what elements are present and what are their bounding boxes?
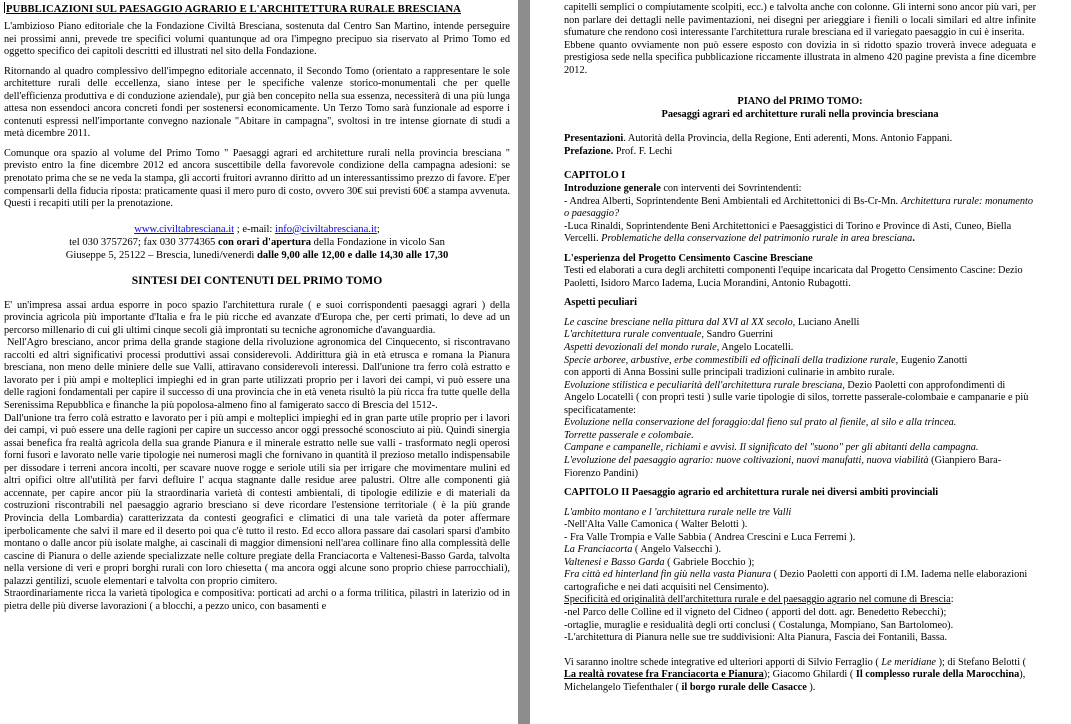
presentazioni-line	[564, 133, 1036, 146]
contact-block: www.civiltabresciana.it ; e-mail: info@civiltabresciana.it; tel 030 3757267; fax 030 3774365 con orari d'apertura della Fondazione in vicolo San Giuseppe 5, 25122 – Brescia, lunedì/venerdì dalle 9,00 alle 12,00 e dalle 14,30 alle 17,30	[65, 223, 449, 261]
chapter-1-intro	[564, 183, 1036, 196]
right-page-content	[564, 2, 1036, 694]
hours-and: e	[347, 249, 353, 261]
intro-paragraph-1: L'ambizioso Piano editoriale che la Fondazione Civiltà Bresciana, sostenuta dal Centro San Martino, intende perseguire nei prossimi anni, prevede tre specifici volumi quantunque ad ora l'impegno precipuo sia riservato al Primo Tomo ed oggetto specifico dei capitoli descritti ed illustrati nel sito della Fondazione.	[4, 21, 510, 58]
presentazioni-label: Presentazioni	[564, 133, 624, 145]
body-paragraph-2: Nell'Agro bresciano, ancor prima della grande stagione della rivoluzione agronomica del Cinquecento, si riscontravano raccolti ed altri significativi processi produttivi assai considerevoli. Addirittura già in età etrusca e romana la Pianura bresciana, non meno delle miniere delle sue Valli, attiravano considerevoli interessi. Dall'unione tra ferro colà estratto e lavorato per i più ampi e molteplici impieghi ed in gran parte utilizzati proprio per i lavori dei campi, vi può essere una delle ragioni fondamentali per capire il successo di una provincia che in età veneta risultò la più ricca fra tutte quelle della Serenissima Repubblica e finanche la più popolosa-almeno fino al famigerato sacco di Brescia del 1512-.	[4, 337, 510, 412]
chapter-1-intro-label: Introduzione generale	[564, 183, 661, 195]
aspetti-list	[564, 317, 1036, 480]
presentazioni-text: . Autorità della Provincia, della Regione, Enti aderenti, Mons. Antonio Fappani.	[623, 133, 953, 145]
prefazione-label: Prefazione.	[564, 145, 614, 157]
body-paragraph-1: E' un'impresa assai ardua esporre in poco spazio l'architettura rurale ( e suoi corrispondenti paesaggi agrari ) della provincia agricola più importante d'Italia e fra le più ricche ed avanzate d'Europa che, per certi primati, lo deve ad un percorso millenario di cui gli ultimi cinque secoli già improntati su tecniche agronomiche d'avanguardia.	[4, 299, 510, 336]
hours-afternoon: dalle 14,30 alle 17,30	[354, 249, 449, 261]
page-gutter	[518, 0, 530, 724]
chapter-1-line-1	[564, 196, 1036, 221]
address: Giuseppe 5, 25122 – Brescia,	[65, 249, 191, 261]
prefazione-line	[564, 146, 1036, 159]
phone-fax: tel 030 3757267; fax 030 3774365	[69, 236, 216, 248]
chapter-1-line-2-text: -Luca Rinaldi, Soprintendente Beni Architettonici e Paesaggistici di Torino e Province di Asti, Cuneo, Biella Vercelli.	[564, 220, 1012, 245]
chapter-2-item: -L'architettura di Pianura nelle sue tre suddivisioni: Alta Pianura, Fascia dei Fontanili, Bassa.	[564, 632, 948, 644]
aspetti-item: con apporti di Anna Bossini sulle principali tradizioni culinarie in ambito rurale.	[564, 367, 895, 379]
prefazione-text: Prof. F. Lechi	[615, 145, 673, 157]
website-link[interactable]: www.civiltabresciana.it	[134, 223, 235, 235]
hours-label: con orari d'apertura	[218, 236, 311, 248]
aspetti-item: Aspetti devozionali del mondo rurale, Angelo Locatelli.	[564, 342, 794, 354]
left-document-page	[0, 0, 518, 724]
chapter-2-item: -nel Parco delle Colline ed il vigneto del Cidneo ( apporti del dott. agr. Benedetto Rebecchi);	[564, 606, 947, 618]
aspetti-item: L'evoluzione del paesaggio agrario: nuove coltivazioni, nuovi manufatti, nuova viabilità (Gianpiero Bara-Fiorenzo Pandini)	[564, 454, 1002, 479]
esperienza-title: L'esperienza del Progetto Censimento Cascine Bresciane	[564, 252, 813, 264]
chapter-2-item: L'ambito montano e l 'architettura rurale nelle tre Valli	[564, 506, 792, 518]
right-document-page	[530, 0, 1071, 724]
aspetti-item: Campane e campanelle, richiami e avvisi. Il significato del "suono" per gli abitanti della campagna.	[564, 442, 979, 454]
chapter-2-item: Fra città ed hinterland fin giù nella vasta Pianura ( Dezio Paoletti con apporti di I.M. Iadema nelle elaborazioni cartografiche e nei dati acquisiti nel Censimento).	[564, 569, 1028, 593]
text-cursor[interactable]	[4, 2, 5, 13]
chapter-2-item: La Franciacorta ( Angelo Valsecchi ).	[564, 544, 722, 556]
plan-subtitle: Paesaggi agrari ed architetture rurali nella provincia bresciana	[661, 108, 939, 120]
hours-morning: dalle 9,00 alle 12,00	[256, 249, 345, 261]
chapter-1-title: CAPITOLO I	[564, 170, 626, 182]
closing-paragraph: Ebbene quanto ovviamente non può essere esposto con dovizia in sì ridotto spazio troverà invece adeguata e prestigiosa sede nella specifica pubblicazione riccamente illustrata in almeno 420 pagine prevista a fine dicembre 2012.	[564, 39, 1036, 76]
hours-mid: della Fondazione in vicolo San	[313, 236, 445, 248]
chapter-2-item: -Nell'Alta Valle Camonica ( Walter Belotti ).	[564, 519, 748, 531]
final-paragraph: Vi saranno inoltre schede integrative ed ulteriori apporti di Silvio Ferraglio ( Le meridiane ); di Stefano Belotti ( La realtà rovatese fra Franciacorta e Pianura); Giacomo Ghilardi ( Il complesso rurale della Marocchina), Michelangelo Tiefenthaler ( il borgo rurale delle Casacce ).	[564, 656, 1027, 693]
document-title-text: PUBBLICAZIONI SUL PAESAGGIO AGRARIO E L'ARCHITETTURA RURALE BRESCIANA	[6, 4, 461, 15]
body-paragraph-3: Dall'unione tra ferro colà estratto e lavorato per i più ampi e molteplici impieghi ed in gran parte utile proprio per i lavori dei campi, vi può essere una delle ragioni per capire un successo ancor oggi pressoché sconosciuto ai più. Quindi sinergia assai benefica fra realtà agricola della sua grande Pianura e il minerale estratto nelle sue valli - trasformato negli operosi forni fusori e lavorato nelle varie tipologie nei numerosi magli che fornivano in quantità il prezioso metallo indispensabile per dissodare i terreni ancora incolti, per scavare nuove rogge e seriole utili sia per irrigare che movimentare mulini ed altri opifici oltre all'utilità per farvi defluire l' acqua stagnante dalle residue aree palustri. Oltre alle componenti già accennate, per capire ancor più la straordinaria varietà di contesti ambientali, di tipologie edilizie e di materiali da costruzioni riscontrabili nel paesaggio agrario bresciano si deve ricordare l'estensione territoriale ( è la più grande Provincia della Lombardia) caratterizzata da contesti geografici e climatici di una tale varietà da poter affermare iperbolicamente che salvi il mare ed il deserto poi qua c'è tutto il resto. Ed ecco allora passare dai casolari sparsi d'ambito montano o dalle ancor più isolate malghe, ai cascinali di maggior dimensioni nell'area collinare fino alla complessità delle cascine di Pianura o delle aziende specializzate nelle colture pregiate della Franciacorta e Valtenesi-Basso Garda, talvolta nella versione di veri e propri borghi rurali con loro chiesetta ( ma ancora oggi alcune sono proprio chiese parrocchiali), palazzi gentilizi, scuole elementari e talvolta con proprio cimitero.	[4, 412, 510, 587]
chapter-2-title: CAPITOLO II Paesaggio agrario ed architettura rurale nei diversi ambiti provinciali	[564, 487, 939, 499]
chapter-2-list	[564, 507, 1036, 645]
chapter-1-line-1-text: - Andrea Alberti, Soprintendente Beni Ambientali ed Architettonici di Bs-Cr-Mn.	[564, 195, 899, 207]
continuation-paragraph: capitelli semplici o compiutamente scolpiti, ecc.) e talvolta anche con colonne. Gli interni sono ancor più vari, per non parlare dei dettagli nelle pavimentazioni, nei disegni per arieggiare i fienili o locali similari ed altre infinite sfumature che rendono così interessante l'architettura rurale bresciana ed il variegato paesaggio in cui è inserita.	[564, 2, 1036, 39]
aspetti-item: Evoluzione nella conservazione del foraggio:dal fieno sul prato al fienile, al silo e alla trincea.	[564, 417, 957, 429]
chapter-2-item: Valtenesi e Basso Garda ( Gabriele Bocchio );	[564, 556, 755, 568]
plan-title: PIANO del PRIMO TOMO:	[737, 96, 863, 108]
aspetti-item: Evoluzione stilistica e peculiarità dell'architettura rurale bresciana, Dezio Paoletti con approfondimenti di Angelo Locatelli ( con propri testi ) sulle varie tipologie di silos, torrette passerale-colombaie e campanarie e più specificatamente:	[564, 379, 1029, 416]
section-title: SINTESI DEI CONTENUTI DEL PRIMO TOMO	[131, 273, 383, 287]
aspetti-item: L'architettura rurale conventuale, Sandro Guerrini	[564, 329, 774, 341]
aspetti-title: Aspetti peculiari	[564, 297, 637, 309]
intro-paragraph-3: Comunque ora spazio al volume del Primo Tomo " Paesaggi agrari ed architetture rurali nella provincia bresciana " previsto entro la fine dicembre 2012 ed ancora suscettibile della favorevole condizione della campagna adesioni: se prenotato prima che se ne veda la stampa, gli accorti fruitori avranno diritto ad un interessantissimo prezzo di favore. E'per compensarli della fiducia riposta: praticamente quasi il mero puro di costo, ovvero 30€ sui previsti 60€ a stampa avvenuta. Questi i recapiti utili per la prenotazione.	[4, 147, 510, 210]
chapter-2-item: - Fra Valle Trompia e Valle Sabbia ( Andrea Crescini e Luca Ferremi ).	[564, 531, 856, 543]
chapter-1-line-1-title: Architettura rurale: monumento o paesaggio?	[564, 195, 1034, 220]
aspetti-item: Torrette passerale e colombaie.	[564, 429, 694, 441]
aspetti-item: Specie arboree, arbustive, erbe commestibili ed officinali della tradizione rurale, Eugenio Zanotti	[564, 354, 968, 366]
chapter-2-underline-heading: Specificità ed originalità dell'architettura rurale e del paesaggio agrario nel comune di Brescia:	[564, 594, 954, 606]
aspetti-item: Le cascine bresciane nella pittura dal XVI al XX secolo, Luciano Anelli	[564, 316, 860, 328]
email-label: ; e-mail:	[236, 223, 273, 235]
email-link[interactable]: info@civiltabresciana.it	[275, 223, 377, 235]
left-page-content	[4, 2, 510, 613]
chapter-1-intro-text: con interventi dei Sovrintendenti:	[663, 183, 802, 195]
body-paragraph-4: Straordinariamente ricca la varietà tipologica e compositiva: porticati ad archi o a forma trilitica, pilastri in laterizio od in pietra delle più diverse lavorazioni ( a blocchi, a pezzo unico, con basamenti e	[4, 588, 510, 612]
document-title	[4, 2, 510, 16]
days: lunedì/venerdì	[193, 249, 255, 261]
chapter-1-line-2-title: Problematiche della conservazione del patrimonio rurale in area bresciana	[601, 233, 913, 245]
intro-paragraph-2: Ritornando al quadro complessivo dell'impegno editoriale accennato, il Secondo Tomo (orientato a rappresentare le sole architetture rurali delle eccellenza, siano intese per le specifiche valenze storico-monumentali che per quelle dell'efficienza produttiva e di conduzione aziendale), pur già ben concepito nella sua essenza, necessiterà di una più lunga attesa non essendoci ancora concreti fondi per sostenersi economicamente. Un Terzo Tomo sarà funzionale ad esporre i contenuti espressi nell'importante convegno nazionale "Abitare in campagna", svoltosi in tre intense giornate di studi a metà dicembre 2011.	[4, 65, 510, 140]
esperienza-text: Testi ed elaborati a cura degli architetti componenti l'equipe incaricata dal Progetto Censimento Cascine: Dezio Paoletti, Isidoro Marco Iadema, Lucia Morandini, Antonio Rubagotti.	[564, 265, 1023, 289]
chapter-1-line-2: -Luca Rinaldi, Soprintendente Beni Architettonici e Paesaggistici di Torino e Province di Asti, Cuneo, Biella Vercelli. Problematiche della conservazione del patrimonio rurale in area bresciana.	[564, 220, 1012, 245]
chapter-2-item: -ortaglie, muraglie e residualità degli orti conclusi ( Costalunga, Mompiano, San Bartolomeo).	[564, 619, 954, 631]
